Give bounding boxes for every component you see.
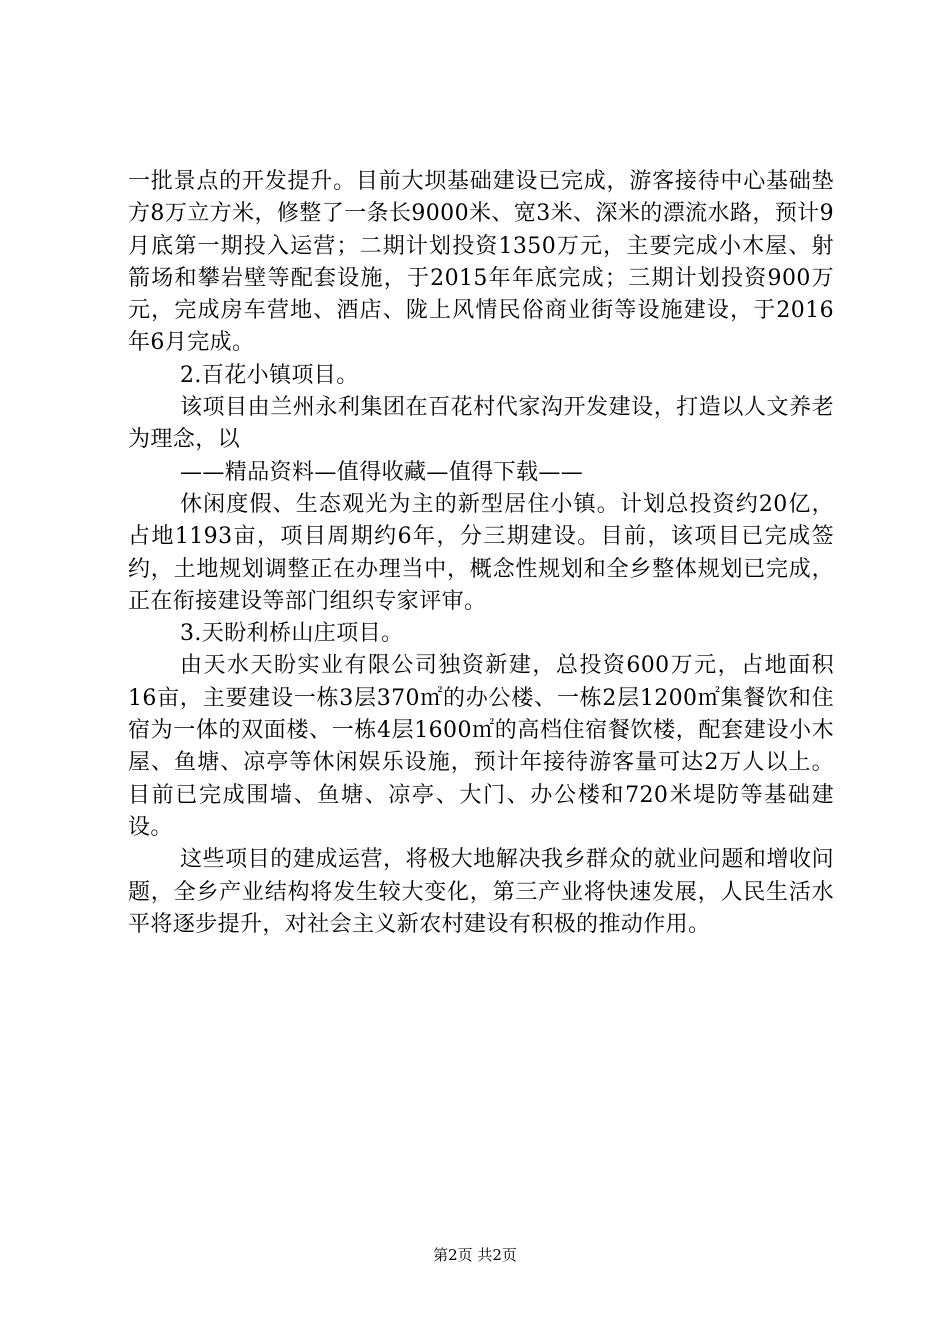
paragraph-baihua-details: 休闲度假、生态观光为主的新型居住小镇。计划总投资约20亿，占地1193亩，项目周期约6年，分三期建设。目前，该项目已完成签约，土地规划调整正在办理当中，概念性规划和全乡整体规划已完成，正在衔接建设等部门组织专家评审。 [128,491,834,614]
paragraph-conclusion: 这些项目的建成运营，将极大地解决我乡群众的就业问题和增收问题，全乡产业结构将发生较大变化，第三产业将快速发展，人民生活水平将逐步提升，对社会主义新农村建设有积极的推动作用。 [128,847,834,937]
page-footer [0,1245,950,1265]
page-number-label: 第2页 共2页 [433,1246,517,1264]
heading-tianpan-villa: 3.天盼利桥山庄项目。 [180,621,404,647]
paragraph-baihua-intro: 该项目由兰州永利集团在百花村代家沟开发建设，打造以人文养老为理念，以 [128,395,834,453]
document-body [128,166,834,941]
paragraph-scenic-dam: 一批景点的开发提升。目前大坝基础建设已完成，游客接待中心基础垫方8万立方米，修整了一条长9000米、宽3米、深米的漂流水路，预计9月底第一期投入运营；二期计划投资1350万元，主要完成小木屋、射箭场和攀岩壁等配套设施，于2015年年底完成；三期计划投资900万元，完成房车营地、酒店、陇上风情民俗商业街等设施建设，于2016年6月完成。 [128,169,834,356]
watermark-line: ——精品资料—值得收藏—值得下载—— [180,459,584,485]
paragraph-tianpan-details: 由天水天盼实业有限公司独资新建，总投资600万元，占地面积16亩，主要建设一栋3层370㎡的办公楼、一栋2层1200㎡集餐饮和住宿为一体的双面楼、一栋4层1600㎡的高档住宿餐饮楼，配套建设小木屋、鱼塘、凉亭等休闲娱乐设施，预计年接待游客量可达2万人以上。目前已完成围墙、鱼塘、凉亭、大门、办公楼和720米堤防等基础建设。 [128,653,834,840]
heading-baihua-town: 2.百花小镇项目。 [180,362,359,388]
